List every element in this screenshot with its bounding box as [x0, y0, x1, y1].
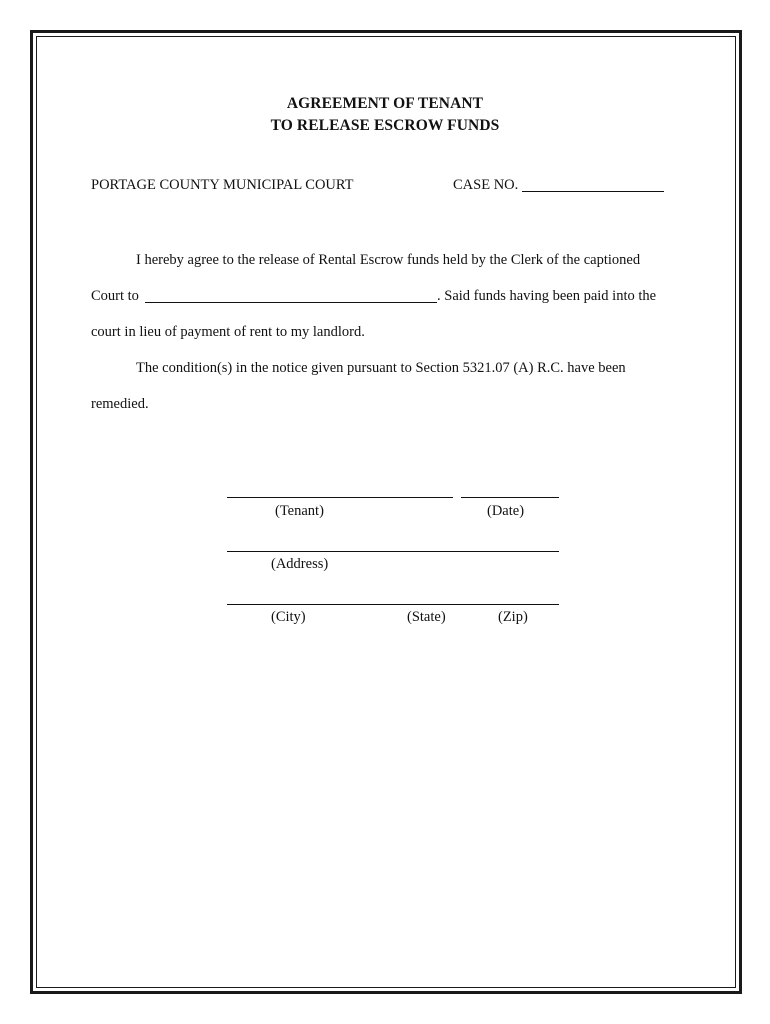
city-label: (City) [271, 609, 306, 625]
document-title-line1: AGREEMENT OF TENANT [286, 95, 484, 112]
address-label: (Address) [271, 556, 329, 572]
tenant-signature-field[interactable] [227, 497, 453, 498]
case-number-label: CASE NO. [453, 177, 519, 193]
state-label: (State) [407, 609, 446, 625]
court-to-field[interactable] [145, 302, 437, 303]
paragraph1-line1: I hereby agree to the release of Rental Escrow funds held by the Clerk of the captioned [136, 252, 641, 268]
paragraph2-line2: remedied. [91, 396, 149, 412]
paragraph1-line3: court in lieu of payment of rent to my landlord. [91, 324, 365, 340]
address-field[interactable] [227, 551, 559, 552]
paragraph1-court-to: Court to [91, 288, 139, 304]
date-label: (Date) [487, 503, 525, 519]
tenant-label: (Tenant) [275, 503, 324, 519]
document-title-line2: TO RELEASE ESCROW FUNDS [270, 117, 500, 134]
case-number-field[interactable] [522, 191, 664, 192]
city-state-zip-field[interactable] [227, 604, 559, 605]
zip-label: (Zip) [498, 609, 528, 625]
court-name: PORTAGE COUNTY MUNICIPAL COURT [91, 177, 354, 193]
date-field[interactable] [461, 497, 559, 498]
paragraph1-line2-rest: . Said funds having been paid into the [437, 288, 657, 304]
paragraph2-line1: The condition(s) in the notice given pursuant to Section 5321.07 (A) R.C. have been [136, 360, 626, 376]
